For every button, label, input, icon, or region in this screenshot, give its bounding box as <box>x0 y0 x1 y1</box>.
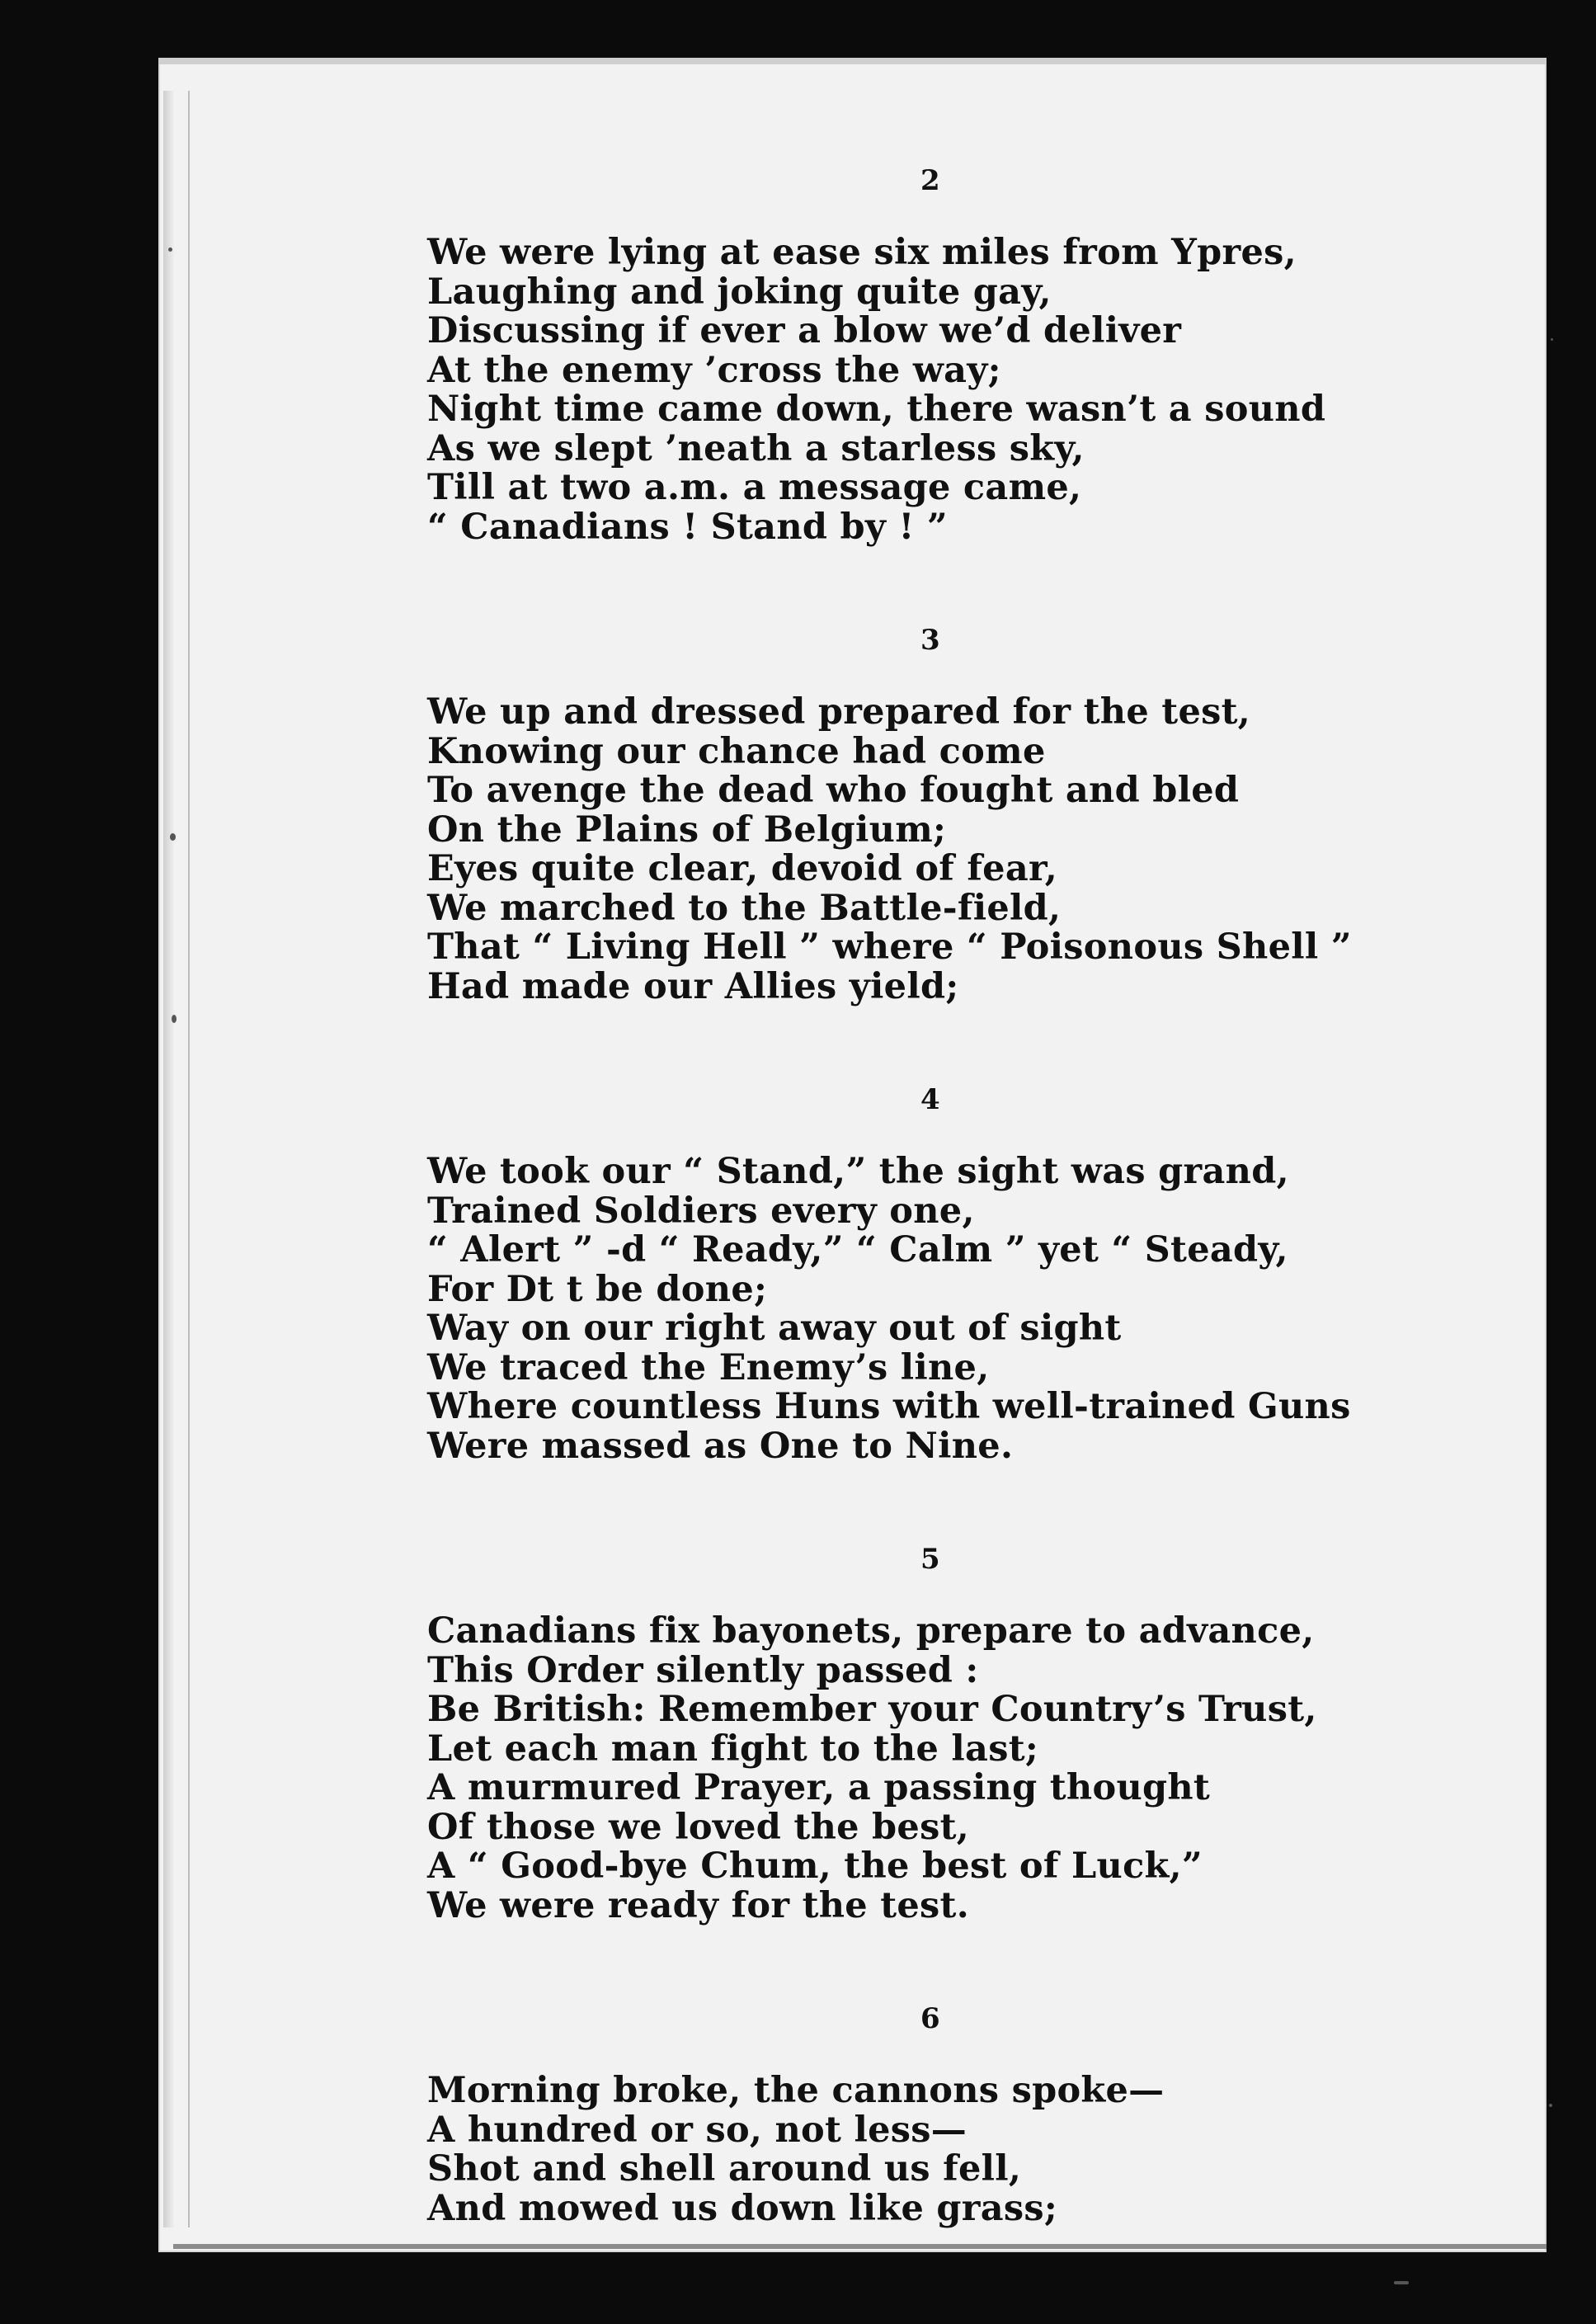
poem-line: At the enemy ’cross the way; <box>427 349 1001 391</box>
poem-line: A hundred or so, not less— <box>427 2109 967 2151</box>
poem-line: Way on our right away out of sight <box>427 1308 1122 1349</box>
stanza-number: 6 <box>920 2002 940 2035</box>
poem-line: We traced the Enemy’s line, <box>427 1346 990 1388</box>
poem-line: Of those we loved the best, <box>427 1806 970 1848</box>
poem-line: For Dt t be done; <box>427 1268 768 1310</box>
stanza-number: 4 <box>920 1083 940 1116</box>
poem-line: Canadians fix bayonets, prepare to advance, <box>427 1610 1315 1652</box>
poem-line: Where countless Huns with well-trained Guns <box>427 1386 1351 1427</box>
poem-line: Night time came down, there wasn’t a sound <box>427 389 1326 430</box>
poem-line: On the Plains of Belgium; <box>427 808 947 851</box>
poem-line: Shot and shell around us fell, <box>427 2148 1022 2190</box>
scan-speck <box>168 247 172 252</box>
poem-line: As we slept ’neath a starless sky, <box>427 427 1085 469</box>
scan-speck <box>172 1015 177 1023</box>
poem-line: Knowing our chance had come <box>427 730 1046 772</box>
poem-text <box>427 162 1368 2303</box>
stanza-number: 5 <box>920 1543 940 1576</box>
poem-line: Were massed as One to Nine. <box>427 1425 1014 1467</box>
poem-line: Be British: Remember your Country’s Trust, <box>427 1689 1317 1730</box>
poem-line: And mowed us down like grass; <box>427 2187 1058 2229</box>
poem-line: We were lying at ease six miles from Ypres, <box>427 232 1297 273</box>
poem-line: “ Canadians ! Stand by ! ” <box>427 506 948 548</box>
page-top-edge <box>158 58 1547 64</box>
poem-line: That “ Living Hell ” where “ Poisonous Shell ” <box>427 926 1352 968</box>
scan-speck <box>1549 2104 1552 2107</box>
poem-line: A murmured Prayer, a passing thought <box>427 1767 1211 1808</box>
poem-line: “ Alert ” -d “ Ready,” “ Calm ” yet “ Steady, <box>427 1229 1288 1270</box>
stanza-5 <box>427 1540 1368 1926</box>
poem-line: A “ Good-bye Chum, the best of Luck,” <box>427 1846 1203 1887</box>
page-fold-line <box>188 91 190 2227</box>
stanza-6 <box>427 2000 1368 2228</box>
scan-speck <box>1551 338 1553 341</box>
poem-line: We marched to the Battle-field, <box>427 887 1062 929</box>
poem-line: Till at two a.m. a message came, <box>427 467 1082 508</box>
stanza-number: 2 <box>920 164 940 197</box>
stanza-4 <box>427 1081 1368 1466</box>
poem-line: Trained Soldiers every one, <box>427 1190 975 1232</box>
poem-line: Morning broke, the cannons spoke— <box>427 2070 1165 2111</box>
poem-line: To avenge the dead who fought and bled <box>427 770 1240 811</box>
poem-line: Discussing if ever a blow we’d deliver <box>427 310 1182 351</box>
scan-speck <box>1394 2281 1409 2284</box>
stanza-2 <box>427 162 1368 547</box>
poem-line: This Order silently passed : <box>427 1649 979 1691</box>
scan-speck <box>170 833 176 841</box>
poem-line: Had made our Allies yield; <box>427 965 959 1007</box>
stanza-number: 3 <box>920 624 940 657</box>
poem-line: We up and dressed prepared for the test, <box>427 691 1251 733</box>
poem-line: We took our “ Stand,” the sight was grand, <box>427 1151 1289 1192</box>
poem-line: Eyes quite clear, devoid of fear, <box>427 848 1058 889</box>
stanza-3 <box>427 621 1368 1006</box>
poem-line: Laughing and joking quite gay, <box>427 271 1052 313</box>
page-left-edge <box>163 91 175 2227</box>
poem-line: Let each man fight to the last; <box>427 1728 1039 1770</box>
poem-line: We were ready for the test. <box>427 1884 969 1926</box>
